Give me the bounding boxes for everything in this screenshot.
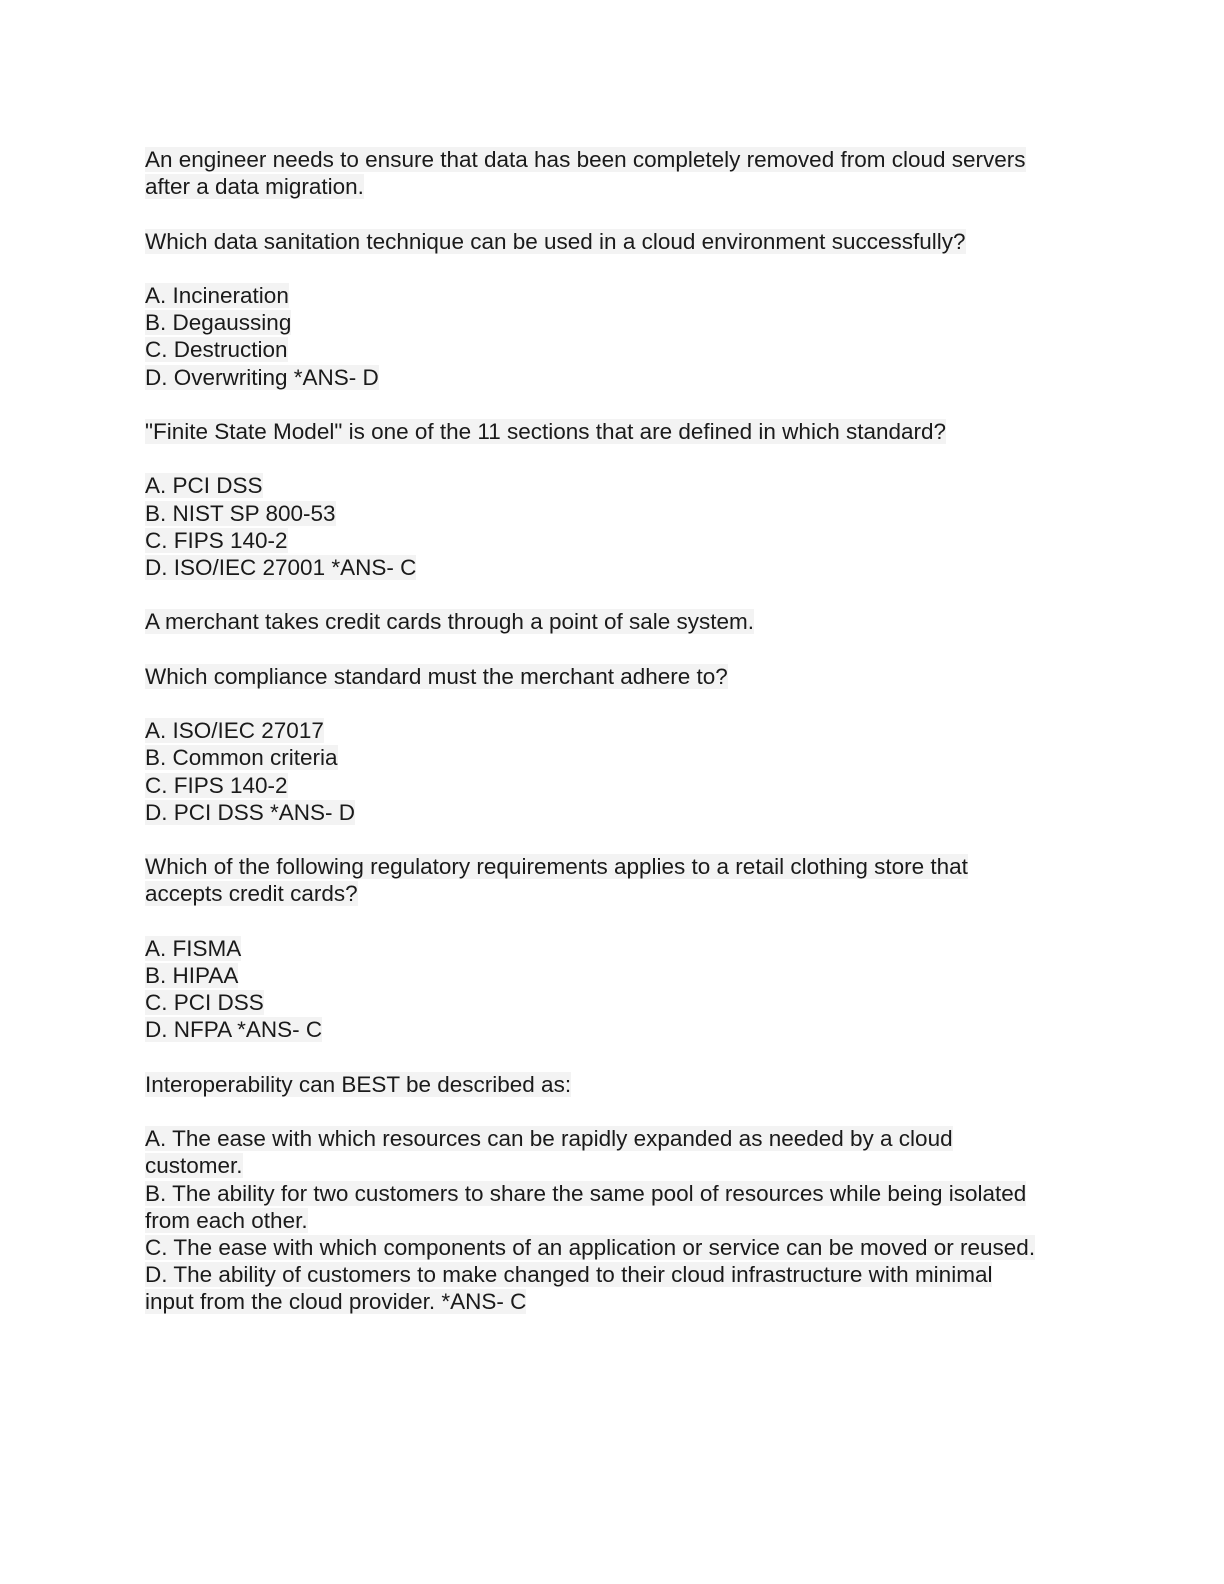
question-prompt: Which of the following regulatory requirements applies to a retail clothing store that accepts credit cards? [145,854,968,907]
question-stem: A merchant takes credit cards through a point of sale system. [145,609,755,635]
option-c: C. The ease with which components of an application or service can be moved or reused. [145,1234,1036,1260]
question-4 [145,853,1045,1043]
option-b: B. Common criteria [145,745,338,771]
question-prompt: "Finite State Model" is one of the 11 sections that are defined in which standard? [145,418,947,444]
option-b: B. NIST SP 800-53 [145,500,336,526]
document-page [145,146,1045,1343]
option-d: D. Overwriting *ANS- D [145,364,379,390]
option-a: A. PCI DSS [145,473,263,499]
option-b: B. Degaussing [145,310,292,336]
option-d: D. PCI DSS *ANS- D [145,799,356,825]
answer-options [145,935,1045,1044]
option-c: C. FIPS 140-2 [145,772,288,798]
question-1 [145,146,1045,391]
question-3 [145,608,1045,826]
question-2 [145,418,1045,581]
question-prompt: Interoperability can BEST be described as: [145,1071,572,1097]
option-b: B. HIPAA [145,962,239,988]
question-5 [145,1071,1045,1316]
question-stem: An engineer needs to ensure that data has been completely removed from cloud servers after a data migration. [145,147,1026,200]
answer-options [145,472,1045,581]
option-b: B. The ability for two customers to share the same pool of resources while being isolated from each other. [145,1180,1027,1233]
option-c: C. FIPS 140-2 [145,527,288,553]
option-a: A. FISMA [145,935,242,961]
option-a: A. ISO/IEC 27017 [145,718,324,744]
answer-options [145,717,1045,826]
question-prompt: Which compliance standard must the merchant adhere to? [145,663,728,689]
question-prompt: Which data sanitation technique can be used in a cloud environment successfully? [145,228,966,254]
answer-options [145,282,1045,391]
option-a: A. Incineration [145,282,289,308]
option-c: C. Destruction [145,337,288,363]
option-a: A. The ease with which resources can be rapidly expanded as needed by a cloud customer. [145,1126,953,1179]
answer-options [145,1125,1045,1315]
option-c: C. PCI DSS [145,990,264,1016]
option-d: D. NFPA *ANS- C [145,1017,323,1043]
option-d: D. ISO/IEC 27001 *ANS- C [145,554,417,580]
option-d: D. The ability of customers to make changed to their cloud infrastructure with minimal input from the cloud provider. *ANS- C [145,1262,993,1315]
